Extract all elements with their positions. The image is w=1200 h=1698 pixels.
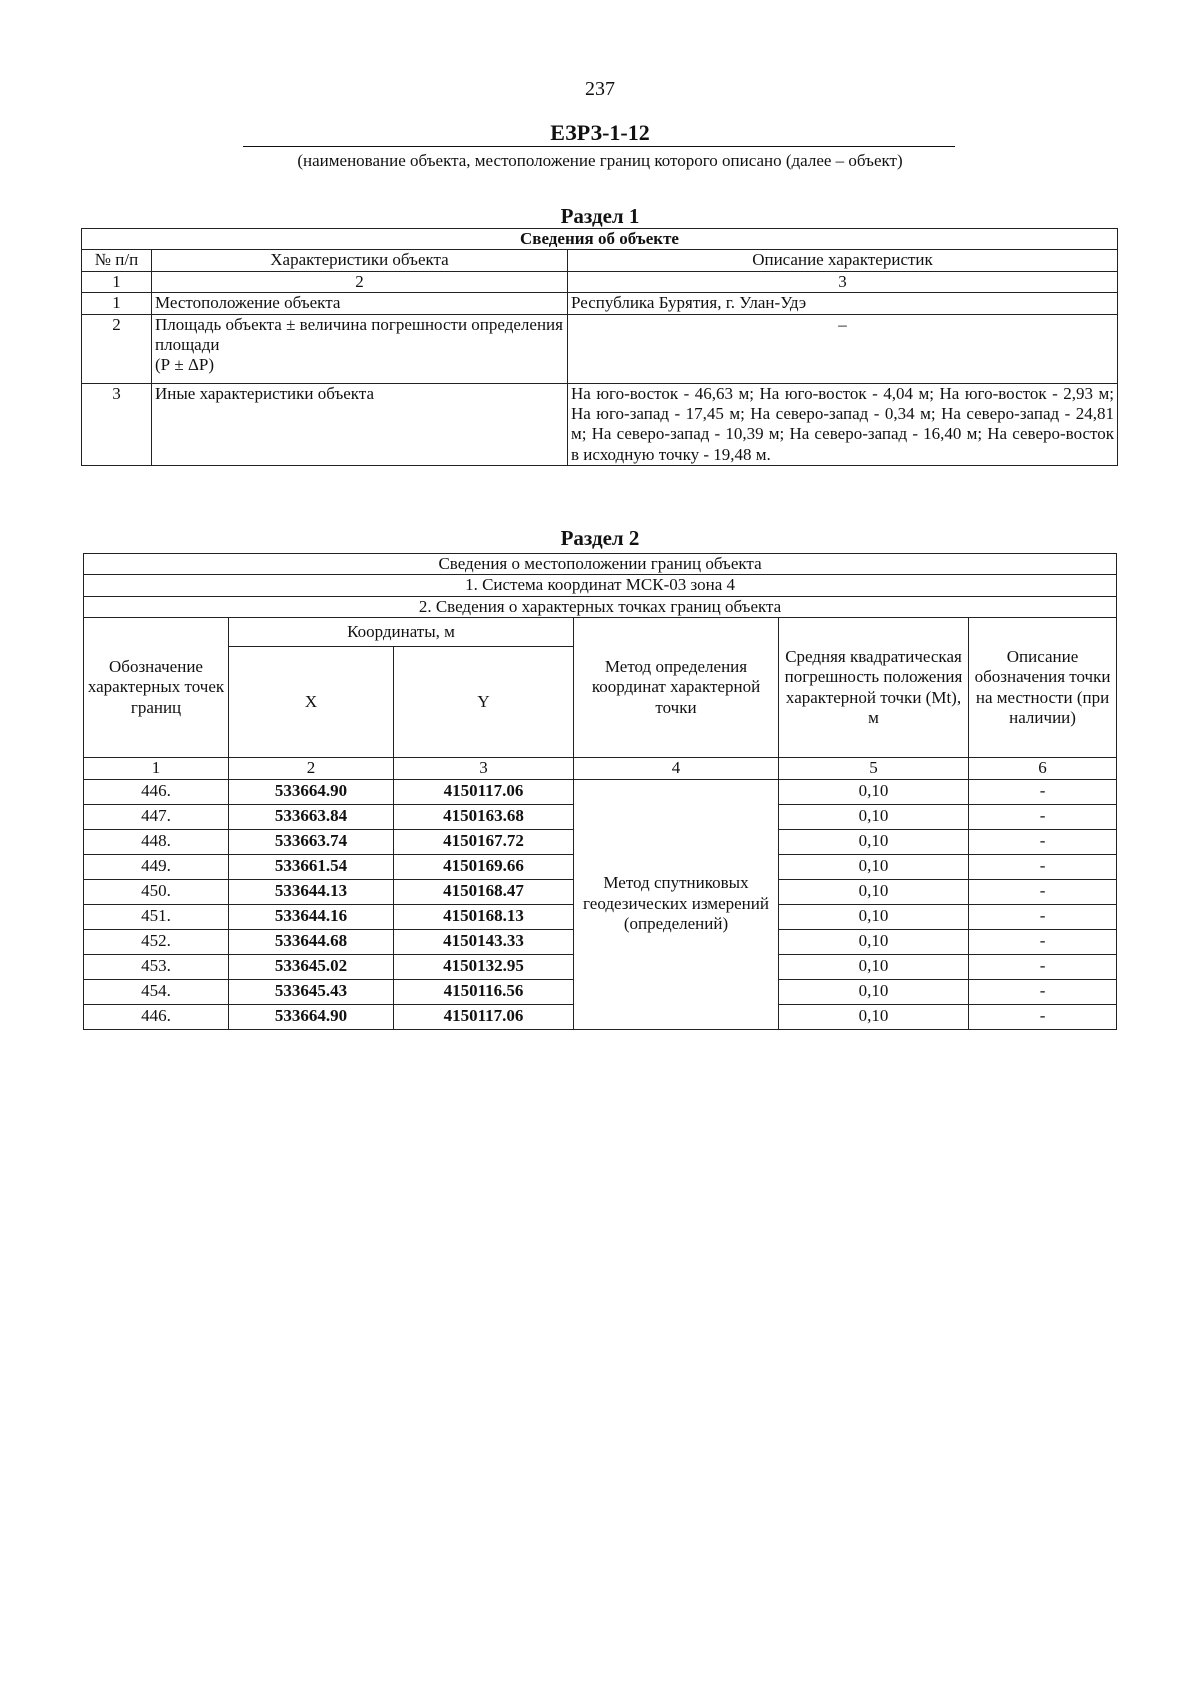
point-id: 448. <box>84 829 229 854</box>
section2-table <box>83 553 1117 1030</box>
table-row <box>84 779 1117 804</box>
coord-y: 4150116.56 <box>394 979 574 1004</box>
point-description: - <box>969 1004 1117 1029</box>
coord-y: 4150163.68 <box>394 804 574 829</box>
row-characteristic-line1: Площадь объекта ± величина погрешности определения площади <box>155 314 563 354</box>
coord-y: 4150117.06 <box>394 1004 574 1029</box>
section2-heading: Раздел 2 <box>560 526 640 550</box>
header-method: Метод определения координат характерной точки <box>574 618 779 758</box>
row-characteristic-formula: (Р ± ΔР) <box>155 355 214 375</box>
col-number: 2 <box>229 758 394 779</box>
row-characteristic: Иные характеристики объекта <box>152 383 568 466</box>
coord-y: 4150168.47 <box>394 879 574 904</box>
point-description: - <box>969 879 1117 904</box>
coord-x: 533644.16 <box>229 904 394 929</box>
point-description: - <box>969 829 1117 854</box>
header-coordinates: Координаты, м <box>229 618 574 647</box>
col-number: 3 <box>568 271 1118 292</box>
point-id: 446. <box>84 779 229 804</box>
col-header-num: № п/п <box>82 250 152 271</box>
coord-x: 533663.84 <box>229 804 394 829</box>
error-value: 0,10 <box>779 829 969 854</box>
coord-x: 533645.43 <box>229 979 394 1004</box>
col-number: 4 <box>574 758 779 779</box>
coord-y: 4150117.06 <box>394 779 574 804</box>
header-y: Y <box>394 647 574 758</box>
coord-y: 4150167.72 <box>394 829 574 854</box>
point-description: - <box>969 929 1117 954</box>
coord-y: 4150169.66 <box>394 854 574 879</box>
coord-x: 533664.90 <box>229 779 394 804</box>
row-num: 2 <box>82 314 152 383</box>
error-value: 0,10 <box>779 779 969 804</box>
error-value: 0,10 <box>779 879 969 904</box>
coord-x: 533661.54 <box>229 854 394 879</box>
coord-x: 533645.02 <box>229 954 394 979</box>
section1-heading: Раздел 1 <box>560 204 640 228</box>
row-num: 1 <box>82 293 152 314</box>
coord-y: 4150132.95 <box>394 954 574 979</box>
col-number: 2 <box>152 271 568 292</box>
header-x: X <box>229 647 394 758</box>
row-description: – <box>568 314 1118 383</box>
page-number: 237 <box>585 78 615 100</box>
point-description: - <box>969 854 1117 879</box>
col-header-description: Описание характеристик <box>568 250 1118 271</box>
table-row <box>82 314 1118 383</box>
point-id: 447. <box>84 804 229 829</box>
point-description: - <box>969 954 1117 979</box>
row-num: 3 <box>82 383 152 466</box>
object-title: ЕЗРЗ-1-12 <box>550 120 650 145</box>
row-description: Республика Бурятия, г. Улан-Удэ <box>568 293 1118 314</box>
coord-y: 4150143.33 <box>394 929 574 954</box>
row-characteristic: Местоположение объекта <box>152 293 568 314</box>
coord-x: 533644.68 <box>229 929 394 954</box>
point-id: 451. <box>84 904 229 929</box>
section2-subtitle-points: 2. Сведения о характерных точках границ объекта <box>84 596 1117 617</box>
coord-y: 4150168.13 <box>394 904 574 929</box>
section1-table <box>81 228 1118 466</box>
error-value: 0,10 <box>779 804 969 829</box>
section2-subtitle-coords: 1. Система координат МСК-03 зона 4 <box>84 575 1117 596</box>
point-id: 453. <box>84 954 229 979</box>
point-id: 449. <box>84 854 229 879</box>
point-description: - <box>969 804 1117 829</box>
col-number: 5 <box>779 758 969 779</box>
coord-x: 533663.74 <box>229 829 394 854</box>
table-row <box>82 293 1118 314</box>
col-number: 6 <box>969 758 1117 779</box>
point-description: - <box>969 904 1117 929</box>
error-value: 0,10 <box>779 904 969 929</box>
section1-table-title: Сведения об объекте <box>82 229 1118 250</box>
point-id: 452. <box>84 929 229 954</box>
col-header-characteristic: Характеристики объекта <box>152 250 568 271</box>
row-description: На юго-восток - 46,63 м; На юго-восток - 4,04 м; На юго-восток - 2,93 м; На юго-запад - 17,45 м; На северо-запад - 0,34 м; На северо-запад - 24,81 м; На северо-запад - 10,39 м; На северо-запад - 16,40 м; На северо-восток в исходную точку - 19,48 м. <box>568 383 1118 466</box>
error-value: 0,10 <box>779 1004 969 1029</box>
row-characteristic <box>152 314 568 383</box>
point-id: 446. <box>84 1004 229 1029</box>
point-description: - <box>969 979 1117 1004</box>
object-caption: (наименование объекта, местоположение границ которого описано (далее – объект) <box>297 151 903 170</box>
header-description: Описание обозначения точки на местности (при наличии) <box>969 618 1117 758</box>
error-value: 0,10 <box>779 929 969 954</box>
title-underline <box>243 146 955 147</box>
col-number: 1 <box>82 271 152 292</box>
section2-title: Сведения о местоположении границ объекта <box>84 554 1117 575</box>
header-error: Средняя квадратическая погрешность положения характерной точки (Mt), м <box>779 618 969 758</box>
table-row <box>82 383 1118 466</box>
coord-x: 533644.13 <box>229 879 394 904</box>
col-number: 1 <box>84 758 229 779</box>
error-value: 0,10 <box>779 854 969 879</box>
error-value: 0,10 <box>779 954 969 979</box>
col-number: 3 <box>394 758 574 779</box>
point-id: 450. <box>84 879 229 904</box>
point-description: - <box>969 779 1117 804</box>
point-id: 454. <box>84 979 229 1004</box>
error-value: 0,10 <box>779 979 969 1004</box>
header-point: Обозначение характерных точек границ <box>84 618 229 758</box>
method-cell: Метод спутниковых геодезических измерений (определений) <box>574 779 779 1029</box>
coord-x: 533664.90 <box>229 1004 394 1029</box>
